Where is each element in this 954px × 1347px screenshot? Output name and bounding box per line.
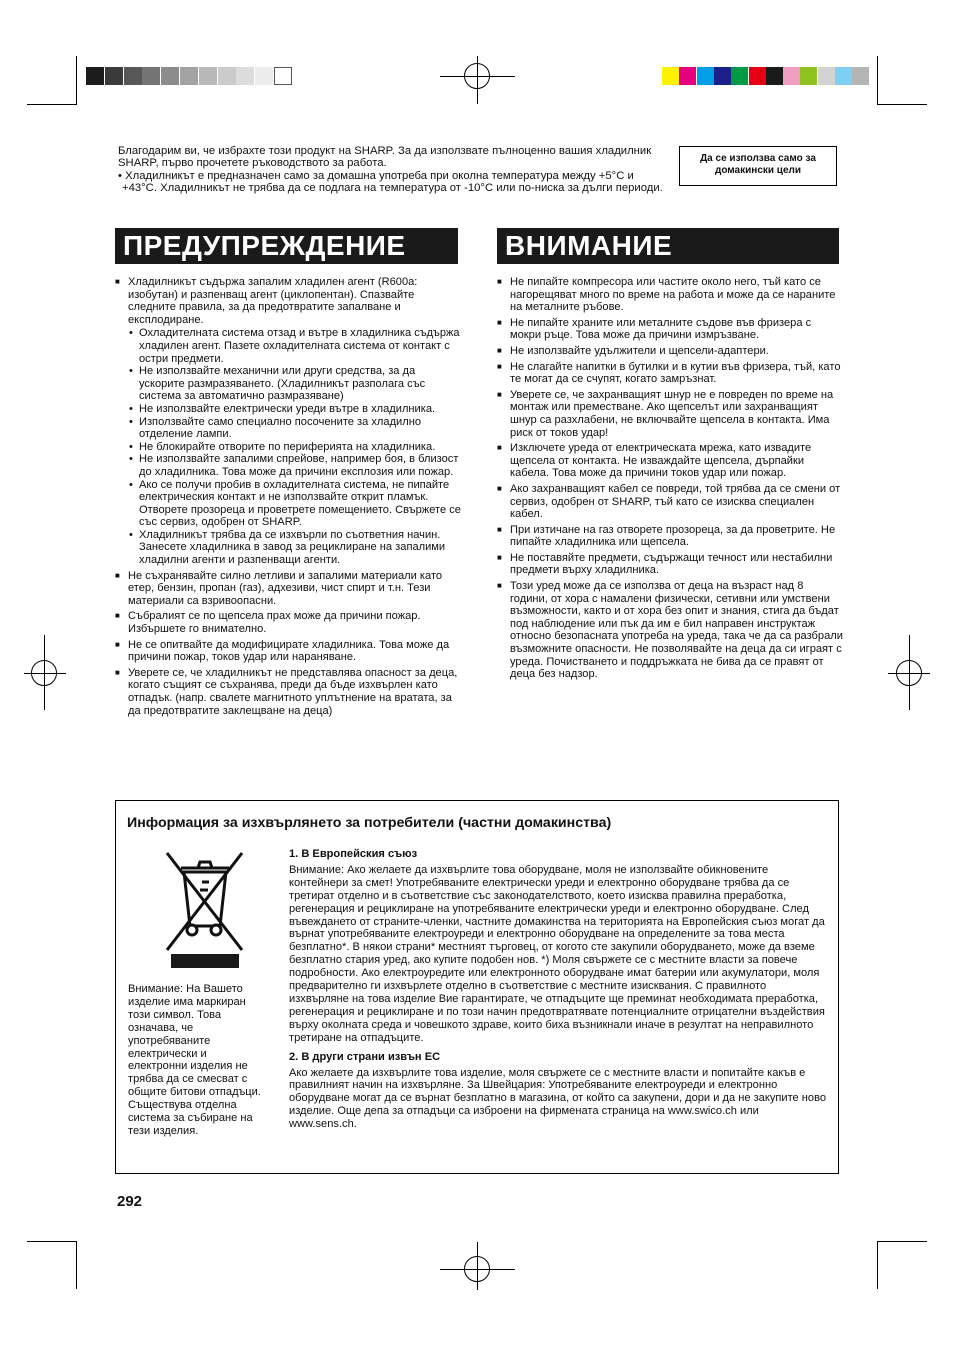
color-swatch (783, 67, 800, 85)
color-swatch (731, 67, 748, 85)
color-swatch (800, 67, 817, 85)
eu-text: Внимание: Ако желаете да изхвърлите това оборудване, моля не използвайте обикновените контейнери за смет! Употребяваните електрически уреди и електронно оборудване трябва да се третират отделно и в съответствие със законодателството, което изисква правилна преработка, регенерация и рециклиране на употребяваните електрически уреди и електронно оборудване. След въвеждането от страните-членки, частните домакинства на територията на Европейския съюз могат да върнат употребяваните електроуреди и електронно оборудване на определените за това места безплатно*. В някои страни* местният търговец, от когото сте закупили оборудването, може да вземе безплатно стария уред, ако купите подобен нов. *) Моля свържете се с местните власти за повече подробности. Ако електроуредите или електронното оборудване имат батерии или акумулатори, моля предварително ги изхвърлете отделно в съответствие с местните изисквания. С правилното изхвърляне на това изделие Вие гарантирате, че отпадъците ще преминат необходимата преработка, регенерация и рециклиране и по този начин предотвратявате потенциалните отрицателни въздействия върху околната среда и човешкото здраве, които биха възникнали иначе в резултат на неправилното третиране на отпадъците. (289, 863, 825, 1044)
color-swatch (818, 67, 835, 85)
non-eu-text: Ако желаете да изхвърлите това изделие, моля свържете се с местните власти и попитайте какъв е правилният начин на изхвърляне. За Швейцария: Употребяваните електроуреди и електронно оборудване могат да се върнат безплатно в магазина, от който са закупени, дори и да не закупите ново изделие. Още депа за отпадъци са изброени на фирмената страница на www.swico.ch или www.sens.ch. (289, 1066, 827, 1131)
color-swatch (852, 67, 869, 85)
warning-subitem: • Хладилникът трябва да се изхвърли по съответния начин. Занесете хладилника в завод за рециклиране на запалими хладилни агенти и разпенващи агенти. (128, 529, 463, 567)
caution-item: ■ Не пипайте храните или металните съдове във фризера с мокри ръце. Това може да причини измръзване. (497, 317, 843, 342)
gray-swatch (274, 67, 292, 85)
non-eu-heading: 2. В други страни извън ЕС (289, 1050, 441, 1063)
color-swatch (662, 67, 679, 85)
intro-text (118, 145, 663, 194)
crossed-out-wheelie-bin-icon (164, 850, 246, 968)
disposal-symbol-note: Внимание: На Вашето изделие има маркиран този символ. Това означава, че употребяваните електрически и електронни изделия не трябва да се смесват с общите битови отпадъци. Съществува отделна система за събиране на тези изделия. (128, 983, 261, 1137)
warning-subitem: • Не използвайте механични или други средства, за да ускорите размразяването. (Хладилникът разполага със система за автоматично размразяване) (128, 365, 463, 403)
disposal-title: Информация за изхвърлянето за потребители (частни домакинства) (127, 815, 612, 831)
warning-item: ■ Уверете се, че хладилникът не представлява опасност за деца, когато същият се съхранява, преди да бъде изхвърлен като отпадък. (напр. свалете магнитното уплътнение на вратата, за да предотвратите заклещване на деца) (115, 667, 463, 717)
disposal-text (289, 848, 829, 1131)
warning-banner: ПРЕДУПРЕЖДЕНИЕ (115, 228, 458, 264)
gray-swatch (236, 67, 254, 85)
page-number: 292 (117, 1193, 143, 1210)
warning-subitem: • Охладителната система отзад и вътре в хладилника съдържа хладилен агент. Пазете охладителната система от контакт с остри предмети. (128, 327, 463, 365)
warning-sublist (128, 327, 463, 566)
warning-item (115, 276, 463, 567)
gray-swatch (161, 67, 179, 85)
color-swatch (714, 67, 731, 85)
caution-banner: ВНИМАНИЕ (497, 228, 839, 264)
caution-item: ■ Не слагайте напитки в бутилки и в кутии във фризера, тъй, като те могат да се счупят, когато замръзнат. (497, 361, 843, 386)
caution-item: ■ Уверете се, че захранващият шнур не е повреден по време на монтаж или преместване. Ако щепселът или захранващият шнур са разхлабени, не включвайте щепсела в контакта. Има риск от токов удар! (497, 389, 843, 439)
gray-swatch (218, 67, 236, 85)
caution-item: ■ Ако захранващият кабел се повреди, той трябва да се смени от сервиз, одобрен от SHARP, тъй като се изисква специален кабел. (497, 483, 843, 521)
caution-item: ■ Този уред може да се използва от деца на възраст над 8 години, от хора с намалени физически, сетивни или умствени възможности, както и от хора без опит и знания, стига да бъдат под наблюдение или пък да им е бил направен инструктаж относно безопасната употреба на уреда, така че да са разбрали възможните опасности. Не позволявайте на деца да си играят с уреда. Почистването и поддръжката не бива да се правят от деца без надзор. (497, 580, 843, 681)
warning-subitem: • Не използвайте електрически уреди вътре в хладилника. (128, 403, 463, 416)
caution-item: ■ Не пипайте компресора или частите около него, тъй като се нагорещяват много по време на работа и може да се нараните на металните ръбове. (497, 276, 843, 314)
gray-swatch (105, 67, 123, 85)
warning-subitem: • Ако се получи пробив в охладителната система, не пипайте електрическия контакт и не използвайте открит пламък. Отворете прозореца и проветрете помещението. Свържете се със сервиз, одобрен от SHARP. (128, 479, 463, 529)
color-swatch (835, 67, 852, 85)
caution-item: ■ Не поставяйте предмети, съдържащи течност или нестабилни предмети върху хладилника. (497, 552, 843, 577)
caution-section (497, 276, 843, 684)
notice-line-2: домакински цели (714, 165, 802, 176)
warning-item-text: Хладилникът съдържа запалим хладилен агент (R600a: изобутан) и разпенващ агент (циклопентан). Спазвайте следните правила, за да предотвратите запалване и експлодиране. (128, 276, 418, 326)
intro-bullet: • Хладилникът е предназначен само за домашна употреба при околна температура между +5°C и +43°C. Хладилникът не трябва да се подлага на температура от -10°C или по-ниска за дълги периоди. (118, 169, 663, 194)
gray-swatch (142, 67, 160, 85)
warning-item: ■ Не се опитвайте да модифицирате хладилника. Това може да причини пожар, токов удар или нараняване. (115, 639, 463, 664)
warning-subitem: • Не блокирайте отворите по периферията на хладилника. (128, 441, 463, 454)
caution-item: ■ Изключете уреда от електрическата мрежа, като извадите щепсела от контакта. Не изваждайте щепсела, дърпайки кабела. Това може да причини токов удар или пожар. (497, 442, 843, 480)
warning-item: ■ Не съхранявайте силно летливи и запалими материали като етер, бензин, пропан (газ), адхезиви, чист спирт и т.н. Тези материали са взривоопасни. (115, 570, 463, 608)
intro-line: Благодарим ви, че избрахте този продукт на SHARP. За да използвате пълноценно вашия хладилник SHARP, първо прочетете ръководството за работа. (118, 145, 652, 170)
color-swatch (766, 67, 783, 85)
warning-item: ■ Събралият се по щепсела прах може да причини пожар. Избършете го внимателно. (115, 610, 463, 635)
gray-swatch (180, 67, 198, 85)
eu-heading: 1. В Европейския съюз (289, 848, 418, 860)
warning-section (115, 276, 463, 720)
notice-line-1: Да се използва само за (700, 153, 816, 164)
color-swatch (697, 67, 714, 85)
disposal-info-box (115, 800, 839, 1174)
color-swatch (679, 67, 696, 85)
color-swatch (749, 67, 766, 85)
gray-swatch (86, 67, 104, 85)
gray-swatch (124, 67, 142, 85)
gray-swatch (255, 67, 273, 85)
caution-item: ■ При изтичане на газ отворете прозореца, за да проветрите. Не пипайте хладилника или щепсела. (497, 524, 843, 549)
warning-subitem: • Не използвайте запалими спрейове, например боя, в близост до хладилника. Това може да причини експлозия или пожар. (128, 453, 463, 478)
warning-subitem: • Използвайте само специално посочените за хладилно отделение лампи. (128, 416, 463, 441)
household-use-notice (679, 146, 837, 186)
caution-item: ■ Не използвайте удължители и щепсели-адаптери. (497, 345, 843, 358)
gray-swatch (199, 67, 217, 85)
